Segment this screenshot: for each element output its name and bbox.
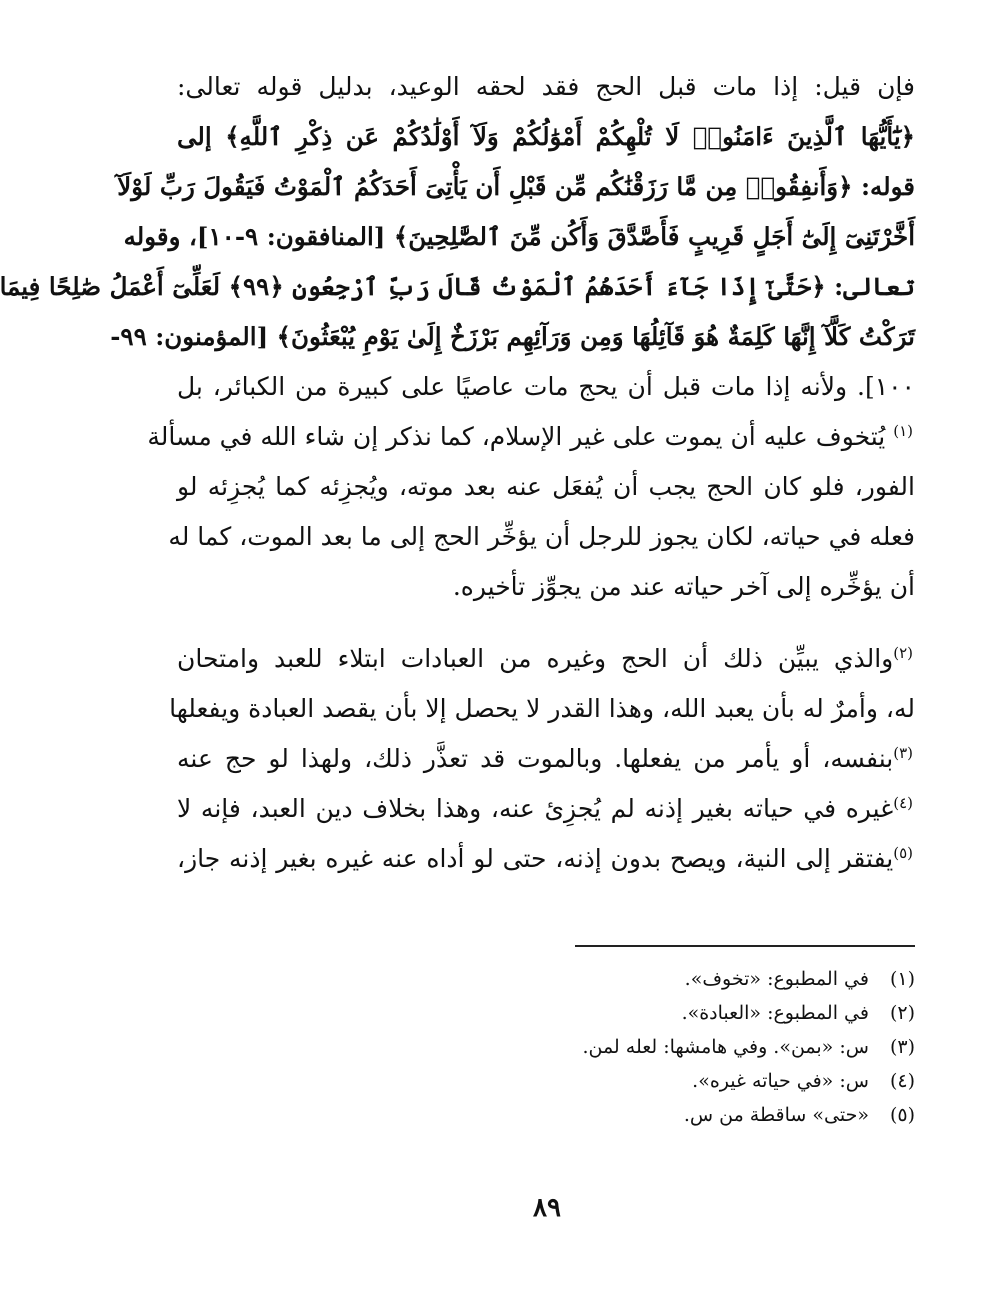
text-line: أَخَّرْتَنِىٓ إِلَىٰٓ أَجَلٍ قَرِيبٍ فَأَصَّدَّقَ وَأَكُن مِّنَ ٱلصَّٰلِحِينَ﴾ [المنافقون: ٩-١٠]، وقوله [123, 222, 915, 251]
footnotes [215, 962, 915, 1132]
text-line: تَرَكْتُ كَلَّآ إِنَّهَا كَلِمَةٌ هُوَ قَآئِلُهَا وَمِن وَرَآئِهِم بَرْزَخٌ إِلَىٰ يَوْمِ يُبْعَثُونَ﴾ [المؤمنون: ٩٩- [110, 322, 915, 351]
text-line: ﴿يَٰٓأَيُّهَا ٱلَّذِينَ ءَامَنُوا۟ لَا تُلْهِكُمْ أَمْوَٰلُكُمْ وَلَآ أَوْلَٰدُكُمْ عَن ذِكْرِ ٱللَّهِ﴾ إلى [177, 122, 915, 151]
footnote-marker: (٢) [893, 644, 913, 662]
paragraph-2 [169, 634, 915, 884]
footnote-number: (٥) [889, 1104, 915, 1126]
text-line: $^{(١)}$ يُتخوف عليه أن يموت على غير الإسلام، كما نذكر إن شاء الله في مسألة [147, 422, 913, 451]
page-number: ٨٩ [533, 1193, 561, 1223]
text-line: له، وأمرٌ له بأن يعبد الله، وهذا القدر لا يحصل إلا بأن يقصد العبادة ويفعلها [169, 694, 915, 723]
text-line: أن يؤخِّره إلى آخر حياته عند من يجوِّز تأخيره. [452, 572, 915, 601]
text-line: تعالى: ﴿حَتَّىٰٓ إِذَا جَآءَ أَحَدَهُمُ ٱلْمَوْتُ قَالَ رَبِّ ٱرْجِعُونِ ﴿٩٩﴾ لَعَلِّىٓ أَعْمَلُ صَٰلِحًا فِيمَا [0, 272, 915, 301]
text-line: قوله: ﴿وَأَنفِقُوا۟ مِن مَّا رَزَقْنَٰكُم مِّن قَبْلِ أَن يَأْتِىَ أَحَدَكُمُ ٱلْمَوْتُ فَيَقُولَ رَبِّ لَوْلَآ [117, 172, 915, 201]
footnote [215, 1098, 915, 1132]
text-line: ١٠٠]. ولأنه إذا مات قبل أن يحج مات عاصيًا على كبيرة من الكبائر، بل [177, 372, 915, 401]
footnote-text: «حتى» ساقطة من س. [683, 1104, 869, 1126]
footnote [215, 1064, 915, 1098]
footnote-marker: (٤) [893, 794, 913, 812]
text-line: $^{(٥)}$يفتقر إلى النية، ويصح بدون إذنه، حتى لو أداه عنه غيره بغير إذنه جاز، [177, 844, 913, 873]
text-line: فإن قيل: إذا مات قبل الحج فقد لحقه الوعيد، بدليل قوله تعالى: [177, 72, 915, 101]
footnote-text: في المطبوع: «العبادة». [681, 1002, 869, 1024]
footnote-number: (٢) [889, 1002, 915, 1024]
main-text [0, 62, 915, 884]
footnote-marker: (٥) [893, 844, 913, 862]
text-line: الفور، فلو كان الحج يجب أن يُفعَل عنه بعد موته، ويُجزِئه كما يُجزِئه لو [177, 472, 915, 501]
footnote-text: س: «بمن». وفي هامشها: لعله لمن. [582, 1036, 869, 1058]
footnote [215, 1030, 915, 1064]
footnote-number: (٣) [889, 1036, 915, 1058]
footnote [215, 996, 915, 1030]
footnote-number: (٤) [889, 1070, 915, 1092]
footnote-marker: (١) [893, 422, 913, 440]
footnote-text: س: «في حياته غيره». [692, 1070, 869, 1092]
text-line: $^{(٤)}$غيره في حياته بغير إذنه لم يُجزِئ عنه، وهذا بخلاف دين العبد، فإنه لا [177, 794, 913, 823]
footnote [215, 962, 915, 996]
footnote-text: في المطبوع: «تخوف». [684, 968, 869, 990]
text-line: فعله في حياته، لكان يجوز للرجل أن يؤخِّر الحج إلى ما بعد الموت، كما له [168, 522, 915, 551]
footnote-number: (١) [889, 968, 915, 990]
footnote-marker: (٣) [893, 744, 913, 762]
footnote-divider [575, 945, 915, 947]
text-line: $^{(٢)}$والذي يبيِّن ذلك أن الحج وغيره من العبادات ابتلاء للعبد وامتحان [177, 644, 913, 673]
text-line: $^{(٣)}$بنفسه، أو يأمر من يفعلها. وبالموت قد تعذَّر ذلك، ولهذا لو حج عنه [177, 744, 913, 773]
